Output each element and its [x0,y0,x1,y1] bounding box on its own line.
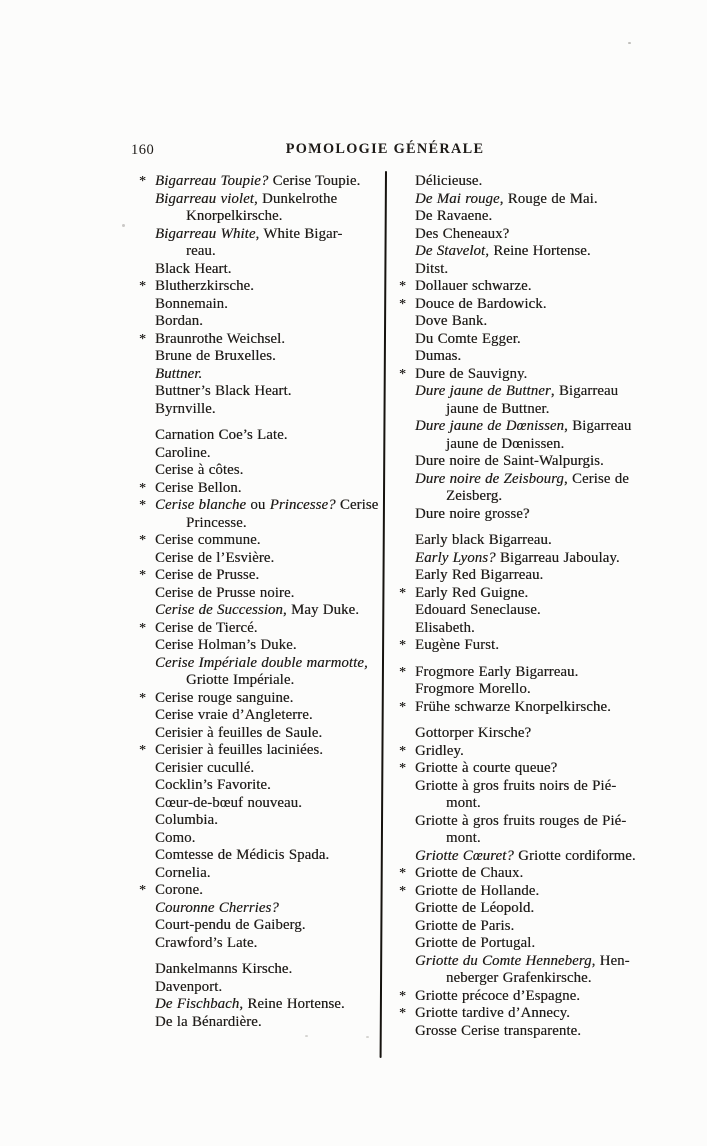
entry-line [139,689,387,708]
entry-line [155,226,387,244]
right-column [399,173,693,1040]
star-marker: * [399,638,407,653]
star-marker: * [399,761,407,776]
entry-line [155,935,387,953]
entry-line [155,515,387,533]
star-marker: * [139,174,147,189]
entry-text: Eugène Furst. [415,637,499,653]
running-header: POMOLOGIE GÉNÉRALE [285,141,485,157]
star-marker: * [399,296,407,312]
entry-text-italic: De Fischbach [155,996,240,1012]
entry-text-italic: Griotte Cœuret? [415,847,514,864]
entry-text: Cerise commune. [155,532,261,548]
entry-text: Dumas. [415,348,462,364]
entry-text: Cerise Toupie. [268,173,361,189]
entry-line [139,278,387,296]
entry-line [415,191,693,209]
list-gap [155,418,387,427]
entry-text: Cerisier à feuilles laciniées. [155,742,324,758]
entry-text-italic: Cerise de Succession [155,602,283,618]
entry-text: Frogmore Morello. [415,681,531,697]
star-marker: * [399,1006,407,1021]
entry-line [399,742,693,761]
entry-text: Dove Bank. [415,313,488,329]
entry-text: Griotte à gros fruits rouges de Pié- [415,812,627,829]
entry-line [139,532,387,550]
entry-text: Crawford’s Late. [155,934,258,951]
scan-speck [366,1036,369,1038]
entry-text: Griotte cordiforme. [513,847,636,864]
entry-text: Griotte de Portugal. [415,935,536,951]
entry-text: Griotte de Léopold. [415,900,535,916]
entry-text: Davenport. [155,978,223,995]
star-marker: * [139,498,147,513]
entry-text: Dankelmanns Kirsche. [155,961,293,977]
entry-text: Cerise rouge sanguine. [155,689,294,706]
entry-text: , Hen- [591,952,630,969]
entry-line [155,795,387,813]
entry-line [415,1023,693,1041]
list-gap [415,523,693,532]
entry-line [415,935,693,953]
entry-line [155,585,387,603]
entry-line [155,996,387,1014]
entry-text: , Rouge de Mai. [499,190,598,207]
entry-line [415,953,693,971]
entry-text: Bordan. [155,313,203,329]
entry-line [399,584,693,603]
entry-text: Gottorper Kirsche? [415,725,532,741]
entry-text: Cerise de Tiercé. [155,619,258,636]
entry-line [415,506,693,524]
entry-line [139,173,387,191]
entry-text: Como. [155,829,196,846]
entry-line [155,847,387,865]
entry-text: Elisabeth. [415,619,475,636]
entry-line [155,979,387,997]
entry-line [415,725,693,743]
entry-line [155,296,387,314]
entry-text: Dure noire grosse? [415,505,530,522]
entry-text: , Reine Hortense. [239,996,345,1012]
entry-text: Dure de Sauvigny. [415,365,528,382]
entry-text-italic: Bigarreau White [155,225,256,242]
entry-text-italic: Bigarreau violet [155,190,254,207]
entry-line [139,567,387,585]
star-marker: * [139,480,147,496]
entry-line [399,882,693,901]
entry-line [415,550,693,568]
entry-line [139,479,387,498]
entry-text: Cornelia. [155,864,211,881]
entry-text: Frogmore Early Bigarreau. [415,663,579,680]
entry-line [155,760,387,778]
entry-text: Cerise à côtes. [155,462,244,478]
star-marker: * [399,585,407,601]
entry-text-italic: Cerise Impériale double marmotte, [155,654,368,671]
entry-text: Griotte de Hollande. [415,882,540,899]
entry-text: mont. [446,795,481,811]
entry-text-italic: Dure jaune de Buttner [415,383,551,399]
entry-line [415,261,693,279]
entry-text: Cerise de Prusse. [155,567,260,583]
entry-text-italic: Griotte du Comte Henneberg [415,952,592,969]
star-marker: * [399,366,407,382]
entry-line [155,812,387,830]
entry-text: reau. [186,243,216,259]
entry-text: ou [246,497,270,513]
entry-line [399,663,693,682]
entry-line [399,365,693,384]
entry-text: Byrnville. [155,400,216,417]
entry-text-italic: Dure noire de Zeisbourg [415,470,564,487]
entry-text: Cerise Bellon. [155,479,242,496]
entry-text: Ditst. [415,260,449,277]
entry-text: neberger Grafenkirsche. [446,970,592,986]
entry-line [415,795,693,813]
entry-text: Délicieuse. [415,173,483,189]
entry-text: Edouard Seneclause. [415,602,541,618]
entry-text: Bigarreau Jaboulay. [495,549,620,566]
entry-line [399,278,693,296]
entry-text: Black Heart. [155,260,232,277]
entry-text: Cerise [335,497,379,513]
entry-line [155,243,387,261]
entry-text: Cerisier cucullé. [155,759,255,776]
entry-line [155,672,387,690]
entry-text: Court-pendu de Gaiberg. [155,917,306,933]
entry-text: mont. [446,830,481,846]
entry-text: Cocklin’s Favorite. [155,777,271,793]
entry-line [155,445,387,463]
star-marker: * [139,743,147,758]
entry-line [415,681,693,699]
entry-line [399,1005,693,1023]
entry-text: Cerise vraie d’Angleterre. [155,707,313,723]
entry-line [415,778,693,796]
entry-text-italic: Princesse? [269,497,336,513]
entry-line [415,620,693,638]
entry-line [155,462,387,480]
entry-line [155,313,387,331]
list-gap [415,716,693,725]
entry-line [415,348,693,366]
entry-text: Du Comte Egger. [415,330,521,347]
entry-text-italic: De Stavelot [415,243,486,259]
entry-line [415,970,693,988]
entry-line [399,295,693,314]
entry-line [399,637,693,655]
entry-text: Bonnemain. [155,295,228,312]
entry-text: Dollauer schwarze. [415,278,532,294]
entry-text: jaune de Dœnissen. [446,435,565,452]
entry-text: Griotte Impériale. [186,672,295,688]
entry-line [399,865,693,883]
left-column [139,173,387,1031]
entry-text: Early black Bigarreau. [415,532,552,548]
entry-text-italic: Early Lyons? [415,549,496,566]
entry-text: Blutherzkirsche. [155,278,254,294]
entry-line [155,637,387,655]
entry-line [399,760,693,778]
scan-speck [305,1035,308,1037]
entry-text-italic: Couronne Cherries? [155,899,279,916]
entry-line [139,330,387,349]
entry-text: Early Red Guigne. [415,584,529,601]
star-marker: * [399,988,407,1004]
scan-speck [122,224,125,227]
entry-text: Princesse. [186,514,247,531]
entry-line [155,261,387,279]
entry-line [415,173,693,191]
entry-text: Caroline. [155,444,211,461]
entry-text: Cerise de l’Esvière. [155,549,275,566]
entry-text: Grosse Cerise transparente. [415,1022,581,1039]
entry-text-italic: De Mai rouge [415,190,500,207]
entry-text: Knorpelkirsche. [186,208,283,224]
entry-text: Corone. [155,882,203,898]
entry-line [155,401,387,419]
entry-line [415,918,693,936]
entry-text-italic: Buttner. [155,365,203,382]
entry-line [399,698,693,717]
entry-line [139,742,387,760]
entry-line [415,602,693,620]
entry-line [415,453,693,471]
entry-text: Zeisberg. [446,488,503,504]
entry-line [155,383,387,401]
entry-line [155,550,387,568]
star-marker: * [399,743,407,759]
entry-text: Cerise Holman’s Duke. [155,637,297,653]
entry-text: Cerise de Prusse noire. [155,584,295,601]
entry-line [415,532,693,550]
entry-line [415,848,693,866]
entry-text: Frühe schwarze Knorpelkirsche. [415,698,611,715]
star-marker: * [139,620,147,636]
entry-text: De Ravaene. [415,208,493,224]
entry-text: Braunrothe Weichsel. [155,330,286,347]
entry-text: , Bigarreau [550,383,619,399]
entry-text: Cerisier à feuilles de Saule. [155,724,323,741]
star-marker: * [139,279,147,294]
entry-text: Columbia. [155,812,218,828]
star-marker: * [399,699,407,715]
entry-text: , Dunkelrothe [253,190,338,207]
entry-text: Griotte de Chaux. [415,865,524,881]
entry-line [415,401,693,419]
entry-line [155,1014,387,1032]
entry-text: Comtesse de Médicis Spada. [155,847,330,863]
entry-line [139,619,387,638]
entry-line [155,961,387,979]
entry-text: Early Red Bigarreau. [415,567,544,583]
entry-text: Griotte à gros fruits noirs de Pié- [415,777,617,794]
entry-line [155,366,387,384]
entry-text: Griotte à courte queue? [415,760,558,776]
entry-text: , Reine Hortense. [485,243,591,259]
entry-line [155,900,387,918]
entry-line [415,436,693,454]
entry-line [415,226,693,244]
entry-text-italic: Cerise blanche [155,497,247,513]
scan-speck [628,42,631,44]
entry-line [399,987,693,1006]
entry-line [155,348,387,366]
star-marker: * [399,664,407,680]
entry-text: Griotte de Paris. [415,917,515,934]
entry-text-italic: Dure jaune de Dœnissen [415,418,565,434]
star-marker: * [399,279,407,294]
entry-text: Cœur-de-bœuf nouveau. [155,794,302,811]
entry-line [155,191,387,209]
entry-line [155,655,387,673]
entry-line [155,602,387,620]
star-marker: * [139,690,147,706]
entry-line [155,707,387,725]
star-marker: * [139,883,147,898]
star-marker: * [139,568,147,583]
entry-line [155,427,387,445]
entry-text: Carnation Coe’s Late. [155,427,288,443]
entry-text: , May Duke. [282,602,359,618]
entry-line [155,777,387,795]
entry-line [415,331,693,349]
entry-line [415,830,693,848]
entry-text: , Cerise de [563,470,629,487]
entry-line [415,813,693,831]
entry-text: Gridley. [415,742,464,759]
entry-line [415,313,693,331]
entry-line [415,471,693,489]
entry-text: Griotte précoce d’Espagne. [415,987,581,1004]
entry-text: Douce de Bardowick. [415,295,547,312]
entry-line [415,383,693,401]
entry-line [415,208,693,226]
entry-text: Brune de Bruxelles. [155,348,276,364]
entry-text: Des Cheneaux? [415,225,510,242]
entry-text: De la Bénardière. [155,1013,262,1030]
entry-text: , Bigarreau [564,418,632,434]
star-marker: * [399,883,407,899]
entry-text: jaune de Buttner. [446,400,550,417]
entry-line [415,900,693,918]
entry-line [155,865,387,883]
list-gap [415,655,693,664]
entry-text-italic: Bigarreau Toupie? [155,173,269,189]
page-number: 160 [131,142,155,158]
star-marker: * [139,331,147,347]
entry-line [415,243,693,261]
star-marker: * [139,533,147,548]
entry-line [415,418,693,436]
entry-text: Dure noire de Saint-Walpurgis. [415,453,604,469]
entry-line [415,567,693,585]
list-gap [155,952,387,961]
entry-line [139,497,387,515]
entry-line [155,208,387,226]
entry-line [155,725,387,743]
entry-text: Buttner’s Black Heart. [155,383,292,399]
entry-line [415,488,693,506]
entry-text: , White Bigar- [255,225,343,242]
entry-line [139,882,387,900]
entry-text: Griotte tardive d’Annecy. [415,1005,570,1021]
star-marker: * [399,866,407,881]
entry-line [155,917,387,935]
entry-line [155,830,387,848]
